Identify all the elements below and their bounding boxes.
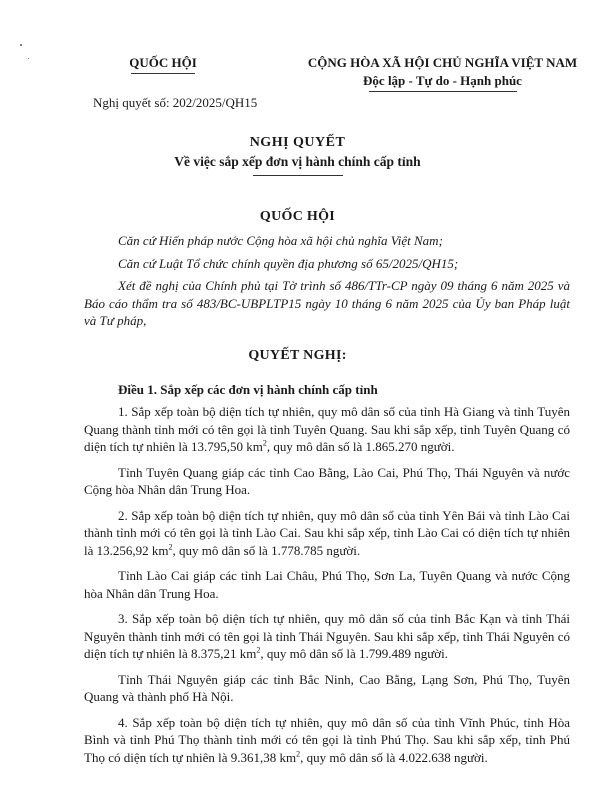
superscript: 2 [296,749,301,759]
national-motto: Độc lập - Tự do - Hạnh phúc [363,73,522,88]
decision-number: Nghị quyết số: 202/2025/QH15 [93,95,258,110]
article-title: Điều 1. Sắp xếp các đơn vị hành chính cấp tỉnh [118,382,378,397]
issuer-block [88,55,238,74]
national-header [300,55,585,92]
clause-paragraph [84,403,570,456]
clause-paragraph [84,610,570,663]
scan-speck [20,44,22,46]
border-paragraph: Tỉnh Tuyên Quang giáp các tỉnh Cao Bằng, Lào Cai, Phú Thọ, Thái Nguyên và nước Cộng hòa Nhân dân Trung Hoa. [84,464,570,497]
border-paragraph: Tỉnh Thái Nguyên giáp các tỉnh Bắc Ninh, Cao Bằng, Lạng Sơn, Phú Thọ, Tuyên Quang và thành phố Hà Nội. [84,671,570,704]
superscript: 2 [256,645,261,655]
legal-basis-item: Xét đề nghị của Chính phủ tại Tờ trình số 486/TTr-CP ngày 09 tháng 6 năm 2025 và Báo cáo thẩm tra số 483/BC-UBPLTP15 ngày 10 tháng 6 năm 2025 của Ủy ban Pháp luật và Tư pháp, [84,278,570,328]
document-subtitle: Về việc sắp xếp đơn vị hành chính cấp tỉnh [174,154,421,169]
country-name: CỘNG HÒA XÃ HỘI CHỦ NGHĨA VIỆT NAM [307,55,578,70]
clause-paragraph [84,714,570,767]
scan-speck [28,58,29,59]
superscript: 2 [168,542,173,552]
decision-heading: QUYẾT NGHỊ: [248,348,347,363]
title-underline [253,175,343,176]
article-body [84,403,570,766]
clause-text: , quy mô dân số là 1.778.785 người. [172,542,361,558]
authority-heading: QUỐC HỘI [259,209,336,224]
document-title: NGHỊ QUYẾT [249,135,346,150]
issuer-name: QUỐC HỘI [129,55,197,70]
legal-basis-item: Căn cứ Hiến pháp nước Cộng hòa xã hội chủ nghĩa Việt Nam; [118,233,443,248]
clause-text: , quy mô dân số là 4.022.638 người. [300,749,488,765]
clause-text: 4. Sắp xếp toàn bộ diện tích tự nhiên, quy mô dân số của tỉnh Vĩnh Phúc, tỉnh Hòa Bình và tỉnh Phú Thọ thành tỉnh mới có tên gọi là tỉnh Phú Thọ. Sau khi sắp xếp, tỉnh Phú Thọ có diện tích tự nhiên là 9.361,38 km [84,714,570,765]
clause-text: 2. Sắp xếp toàn bộ diện tích tự nhiên, quy mô dân số của tỉnh Yên Bái và tỉnh Lào Cai thành tỉnh mới có tên gọi là tỉnh Lào Cai. Sau khi sắp xếp, tỉnh Lào Cai có diện tích tự nhiên là 13.256,92 km [84,507,570,558]
legal-basis-item: Căn cứ Luật Tổ chức chính quyền địa phương số 65/2025/QH15; [118,255,459,271]
clause-text: 1. Sắp xếp toàn bộ diện tích tự nhiên, quy mô dân số của tỉnh Hà Giang và tỉnh Tuyên Quang thành tỉnh mới có tên gọi là tỉnh Tuyên Quang. Sau khi sắp xếp, tỉnh Tuyên Quang có diện tích tự nhiên là 13.795,50 km [84,404,570,454]
motto-underline [369,91,517,92]
legal-basis-list [84,232,570,330]
issuer-underline [131,73,195,74]
superscript: 2 [262,438,267,448]
clause-text: , quy mô dân số là 1.865.270 người. [266,439,455,454]
clause-text: 3. Sắp xếp toàn bộ diện tích tự nhiên, quy mô dân số của tỉnh Bắc Kạn và tỉnh Thái Nguyên thành tỉnh mới có tên gọi là tỉnh Thái Nguyên. Sau khi sắp xếp, tỉnh Thái Nguyên có diện tích tự nhiên là 8.375,21 km [84,611,570,661]
clause-paragraph [84,507,570,560]
border-paragraph: Tỉnh Lào Cai giáp các tỉnh Lai Châu, Phú Thọ, Sơn La, Tuyên Quang và nước Cộng hòa Nhân dân Trung Hoa. [84,568,570,601]
clause-text: , quy mô dân số là 1.799.489 người. [260,646,449,661]
